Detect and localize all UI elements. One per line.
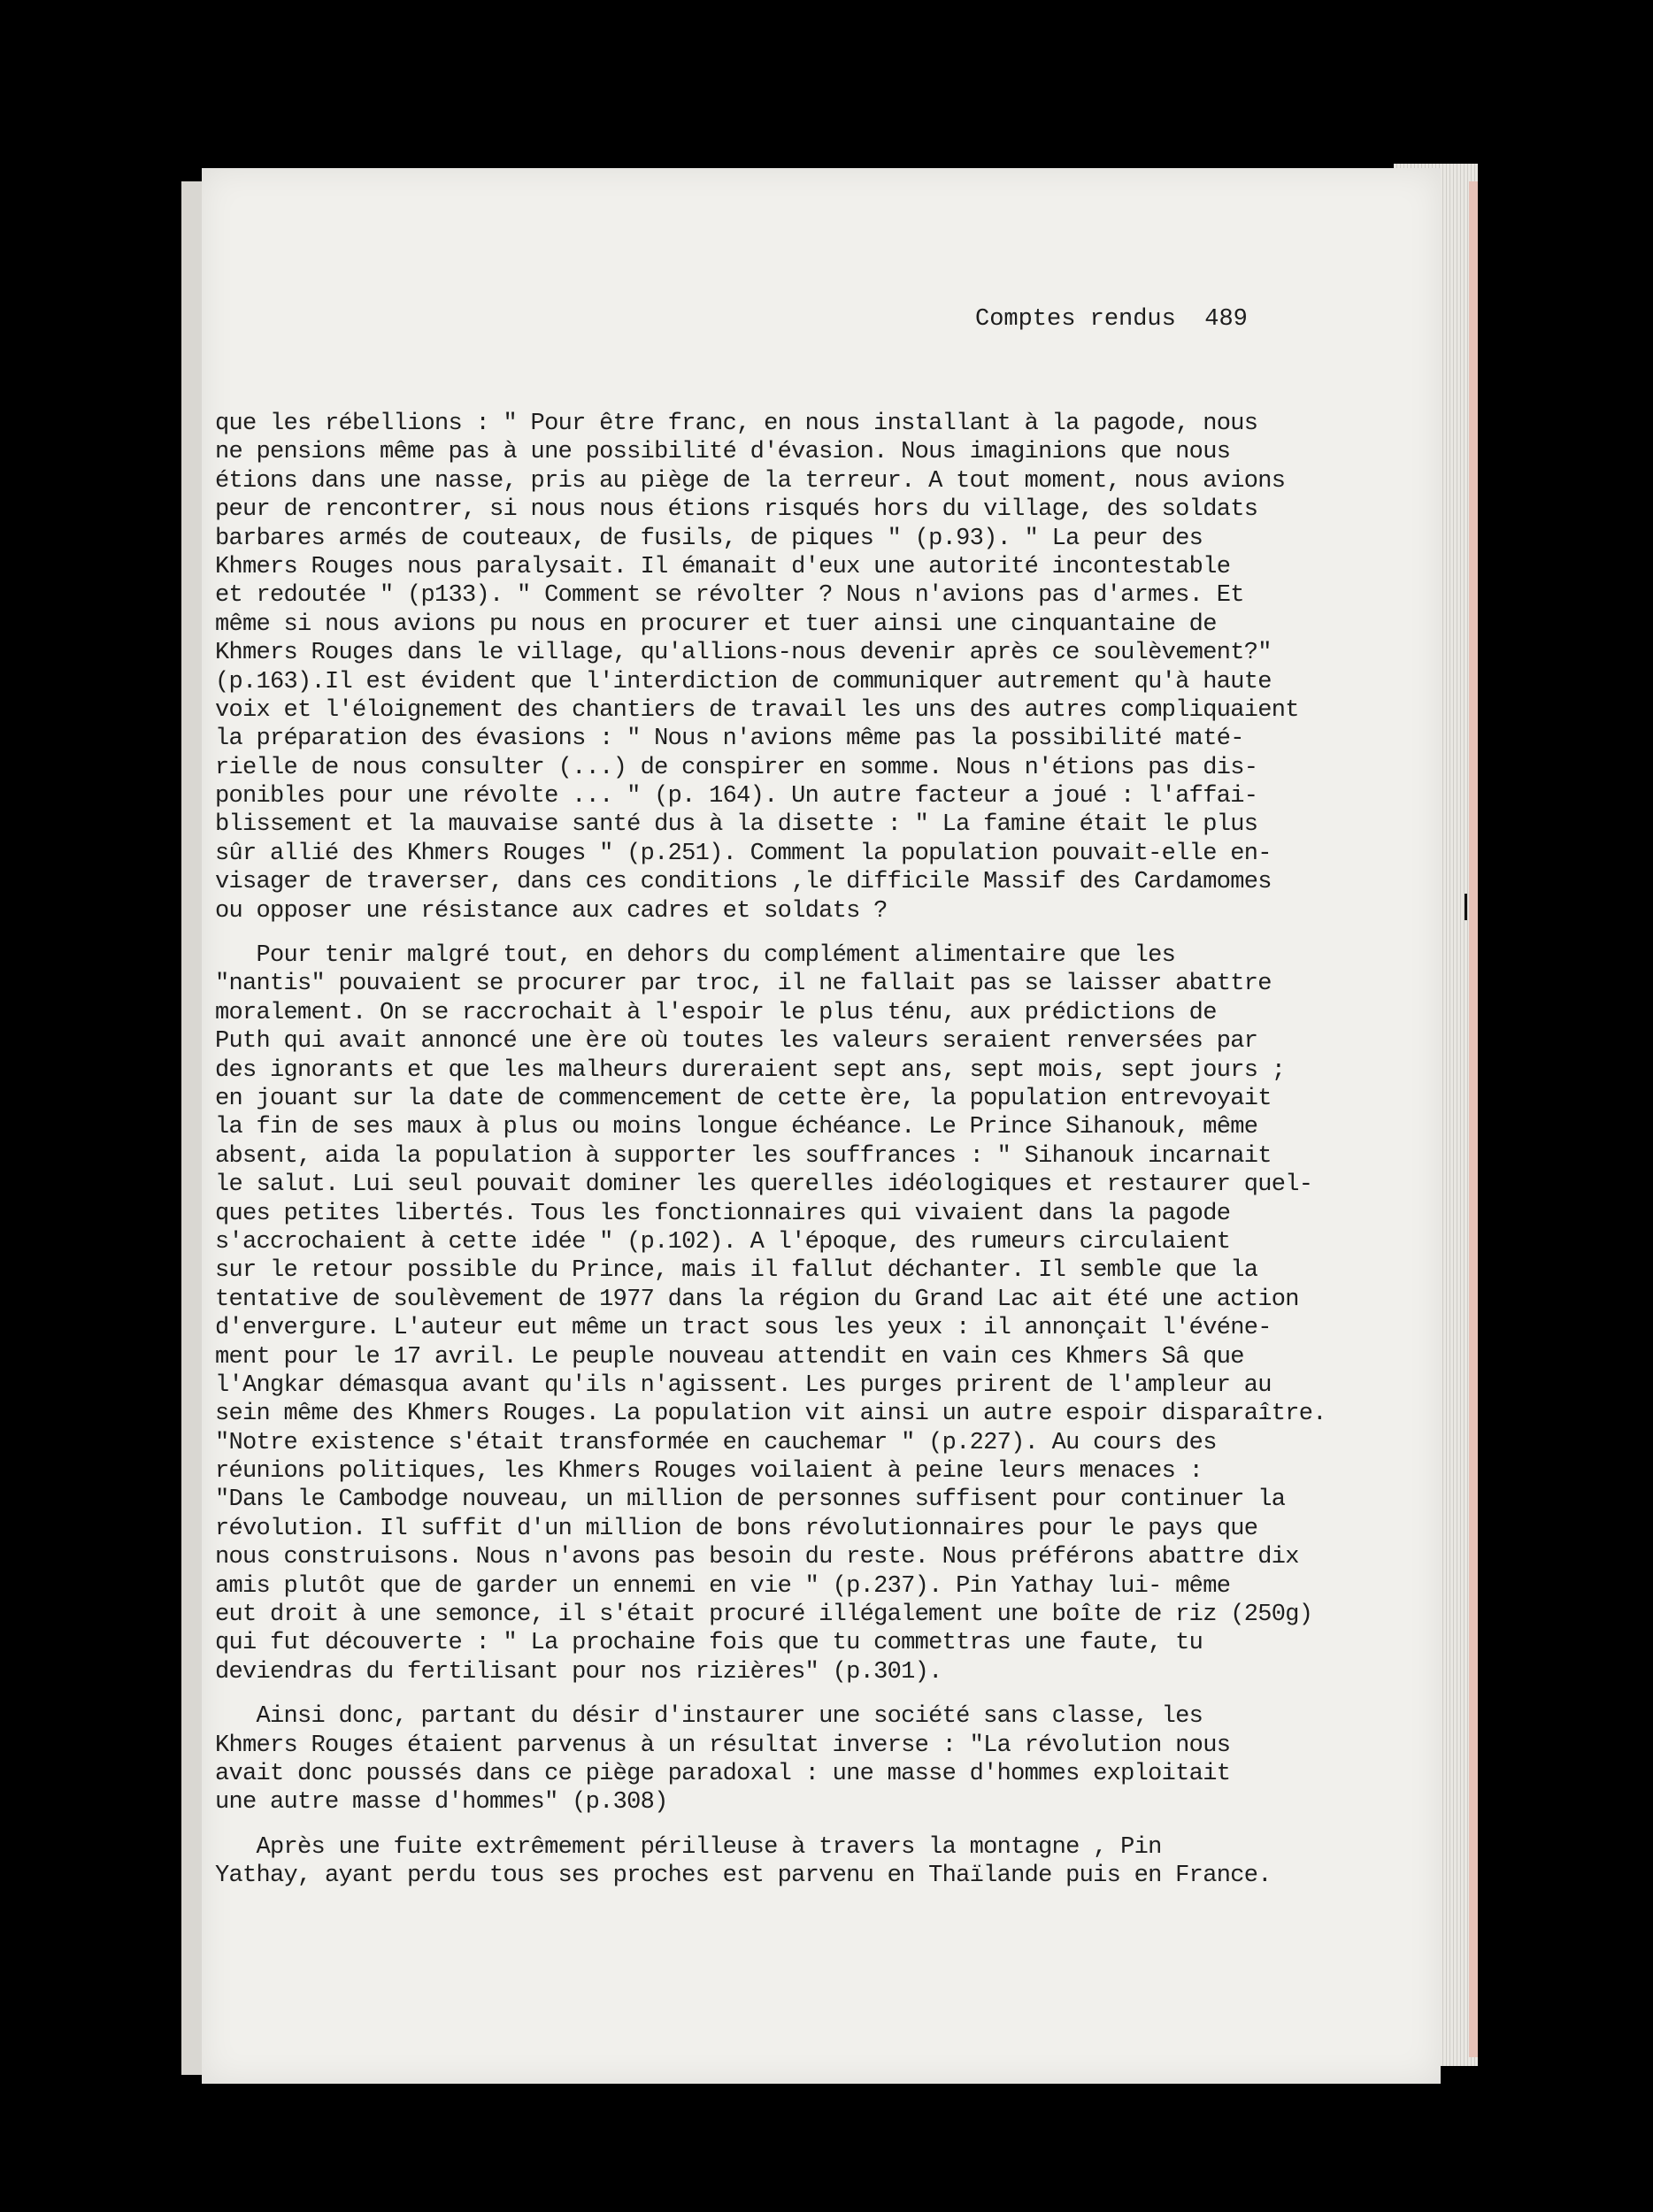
text-line: voix et l'éloignement des chantiers de travail les uns des autres compliquaient [215,696,1299,724]
text-line: absent, aida la population à supporter les souffrances : " Sihanouk incarnait [215,1142,1272,1170]
text-line: ment pour le 17 avril. Le peuple nouveau attendit en vain ces Khmers Sâ que [215,1343,1244,1371]
text-line: blissement et la mauvaise santé dus à la disette : " La famine était le plus [215,811,1258,839]
text-line: Ainsi donc, partant du désir d'instaurer une société sans classe, les [215,1703,1203,1731]
text-line: des ignorants et que les malheurs dureraient sept ans, sept mois, sept jours ; [215,1056,1286,1084]
paragraph [215,941,1383,1686]
text-line: avait donc poussés dans ce piège paradoxal : une masse d'hommes exploitait [215,1760,1231,1787]
text-line: sein même des Khmers Rouges. La population vit ainsi un autre espoir disparaître. [215,1401,1326,1428]
text-line: Pour tenir malgré tout, en dehors du complément alimentaire que les [215,942,1176,970]
paragraph-gap [215,926,1383,941]
text-line: sûr allié des Khmers Rouges " (p.251). Comment la population pouvait-elle en- [215,840,1272,867]
text-line: réunions politiques, les Khmers Rouges voilaient à peine leurs menaces : [215,1458,1203,1486]
text-line: ques petites libertés. Tous les fonctionnaires qui vivaient dans la pagode [215,1200,1231,1227]
text-line: sur le retour possible du Prince, mais il fallut déchanter. Il semble que la [215,1257,1258,1285]
text-line: qui fut découverte : " La prochaine fois que tu commettras une faute, tu [215,1630,1203,1657]
text-line: deviendras du fertilisant pour nos rizières" (p.301). [215,1658,942,1686]
paragraph-gap [215,1686,1383,1702]
text-line: Yathay, ayant perdu tous ses proches est parvenu en Thaïlande puis en France. [215,1863,1272,1890]
text-line: "Dans le Cambodge nouveau, un million de personnes suffisent pour continuer la [215,1486,1286,1514]
text-line: nous construisons. Nous n'avons pas besoin du reste. Nous préférons abattre dix [215,1544,1299,1571]
text-line: tentative de soulèvement de 1977 dans la région du Grand Lac ait été une action [215,1286,1299,1313]
text-line: "Notre existence s'était transformée en cauchemar " (p.227). Au cours des [215,1429,1217,1456]
text-line: le salut. Lui seul pouvait dominer les querelles idéologiques et restaurer quel- [215,1171,1313,1199]
text-line: barbares armés de couteaux, de fusils, de piques " (p.93). " La peur des [215,525,1203,552]
text-line: étions dans une nasse, pris au piège de la terreur. A tout moment, nous avions [215,467,1286,495]
text-line: rielle de nous consulter (...) de conspirer en somme. Nous n'étions pas dis- [215,754,1258,781]
text-line: Après une fuite extrêmement périlleuse à travers la montagne , Pin [215,1833,1162,1861]
running-header [975,306,1248,333]
body-text [215,410,1383,1891]
text-line: une autre masse d'hommes" (p.308) [215,1789,668,1816]
book-edge-tint [1469,181,1478,2057]
paragraph [215,1702,1383,1817]
text-line: Khmers Rouges dans le village, qu'allions-nous devenir après ce soulèvement?" [215,640,1272,667]
running-title: Comptes rendus [975,306,1176,333]
text-line: même si nous avions pu nous en procurer et tuer ainsi une cinquantaine de [215,611,1217,638]
text-line: ou opposer une résistance aux cadres et soldats ? [215,897,888,925]
text-line: Khmers Rouges nous paralysait. Il émanait d'eux une autorité incontestable [215,553,1231,580]
text-line: Puth qui avait annoncé une ère où toutes les valeurs seraient renversées par [215,1028,1258,1056]
text-line: eut droit à une semonce, il s'était procuré illégalement une boîte de riz (250g) [215,1601,1313,1629]
text-line: d'envergure. L'auteur eut même un tract sous les yeux : il annonçait l'événe- [215,1315,1272,1342]
text-line: révolution. Il suffit d'un million de bons révolutionnaires pour le pays que [215,1515,1258,1542]
text-line: visager de traverser, dans ces conditions ,le difficile Massif des Cardamomes [215,869,1272,896]
text-line: l'Angkar démasqua avant qu'ils n'agissent. Les purges prirent de l'ampleur au [215,1371,1272,1399]
text-line: que les rébellions : " Pour être franc, en nous installant à la pagode, nous [215,411,1258,437]
text-line: ponibles pour une révolte ... " (p. 164). Un autre facteur a joué : l'affai- [215,783,1258,810]
text-line: Khmers Rouges étaient parvenus à un résultat inverse : "La révolution nous [215,1732,1231,1759]
text-line: amis plutôt que de garder un ennemi en vie " (p.237). Pin Yathay lui- même [215,1572,1231,1600]
text-line: moralement. On se raccrochait à l'espoir le plus ténu, aux prédictions de [215,999,1217,1026]
text-line: en jouant sur la date de commencement de cette ère, la population entrevoyait [215,1085,1272,1112]
text-line: la préparation des évasions : " Nous n'avions même pas la possibilité maté- [215,726,1244,753]
text-line: peur de rencontrer, si nous nous étions risqués hors du village, des soldats [215,496,1258,524]
paragraph [215,410,1383,926]
text-line: la fin de ses maux à plus ou moins longue échéance. Le Prince Sihanouk, même [215,1114,1258,1141]
text-line: (p.163).Il est évident que l'interdiction de communiquer autrement qu'à haute [215,668,1272,695]
paragraph [215,1833,1383,1891]
text-line: s'accrochaient à cette idée " (p.102). A l'époque, des rumeurs circulaient [215,1228,1231,1256]
margin-pencil-mark [1465,894,1467,920]
paragraph-gap [215,1817,1383,1833]
page-number: 489 [1204,306,1248,333]
text-line: "nantis" pouvaient se procurer par troc, il ne fallait pas se laisser abattre [215,971,1272,998]
text-line: ne pensions même pas à une possibilité d'évasion. Nous imaginions que nous [215,439,1231,466]
text-line: et redoutée " (p133). " Comment se révolter ? Nous n'avions pas d'armes. Et [215,582,1244,610]
